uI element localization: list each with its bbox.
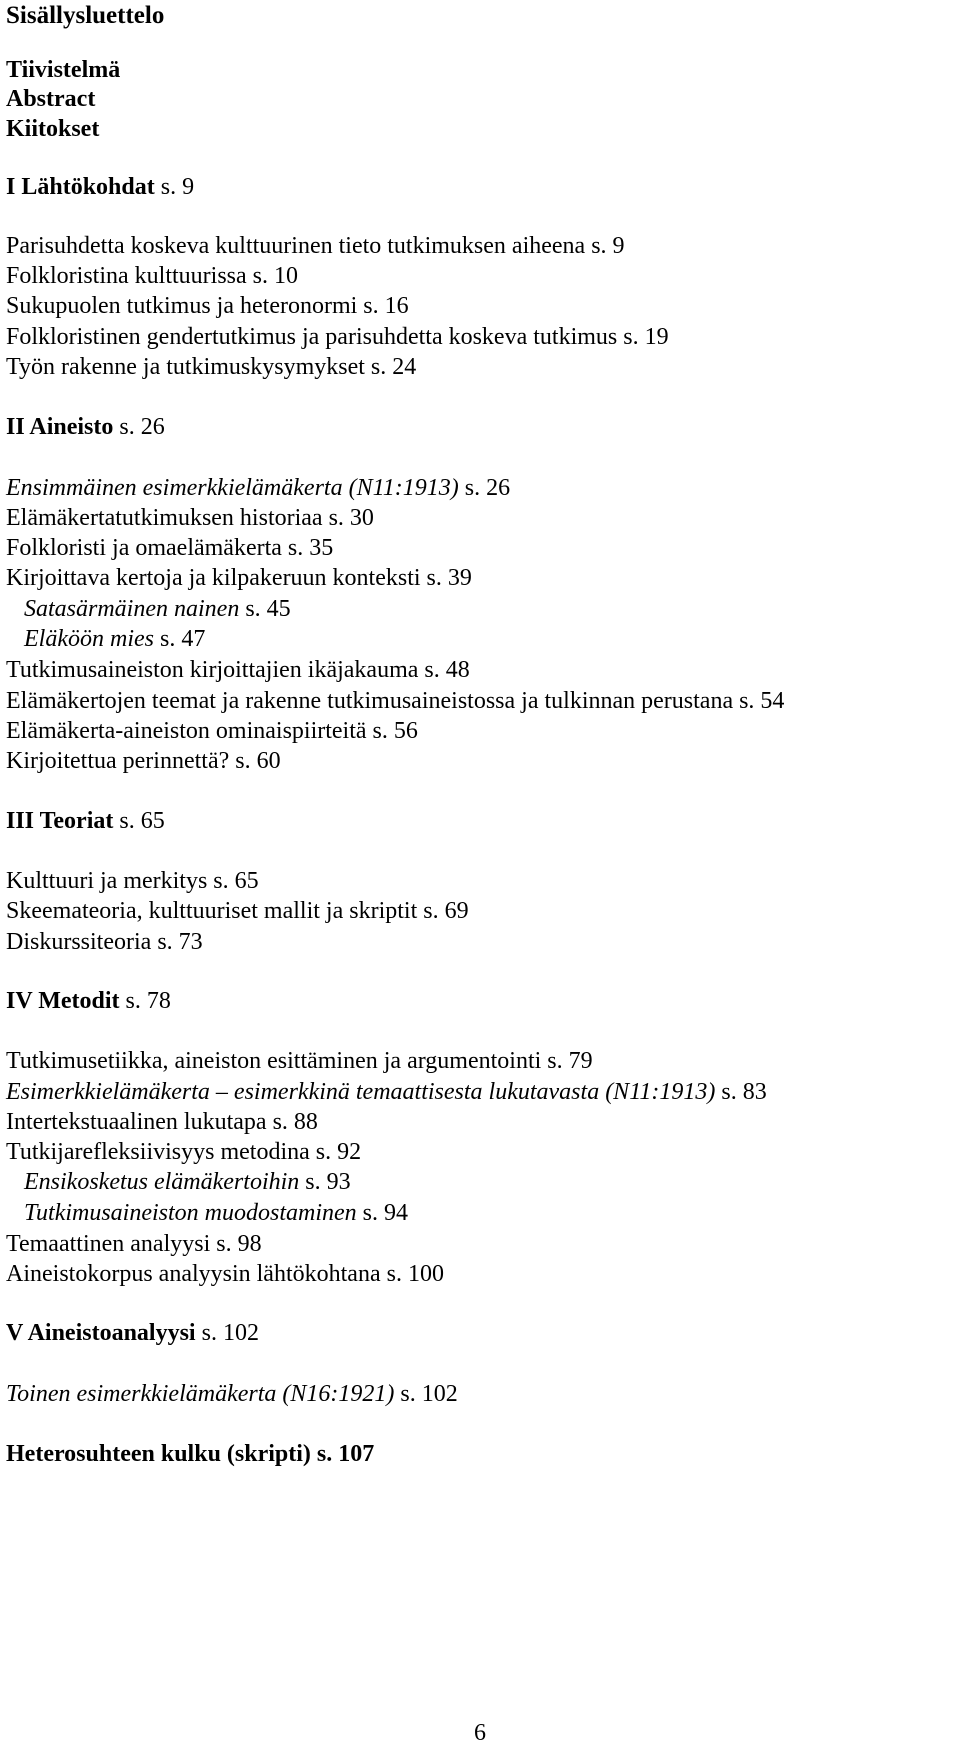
entry-title: Toinen esimerkkielämäkerta (N16:1921) — [6, 1381, 395, 1407]
toc-entry: Kirjoittava kertoja ja kilpakeruun konteksti s. 39 — [6, 565, 472, 591]
part-heading: IV Metodit — [6, 988, 120, 1014]
entry-page: s. 83 — [721, 1079, 767, 1105]
toc-entry: Folkloristinen gendertutkimus ja parisuhdetta koskeva tutkimus s. 19 — [6, 324, 669, 350]
toc-entry: Tutkijarefleksiivisyys metodina s. 92 — [6, 1139, 362, 1165]
part-heading: I Lähtökohdat — [6, 174, 155, 200]
entry-page: s. 93 — [305, 1169, 351, 1195]
part-heading: V Aineistoanalyysi — [6, 1320, 196, 1346]
toc-entry: Parisuhdetta koskeva kulttuurinen tieto tutkimuksen aiheena s. 9 — [6, 233, 625, 259]
toc-entry: Elämäkertojen teemat ja rakenne tutkimusaineistossa ja tulkinnan perustana s. 54 — [6, 688, 785, 714]
entry-title: Tutkimusaineiston muodostaminen — [24, 1200, 357, 1226]
toc-entry: Tutkimusetiikka, aineiston esittäminen ja argumentointi s. 79 — [6, 1048, 593, 1074]
toc-entry — [6, 473, 510, 503]
toc-entry: Folkloristi ja omaelämäkerta s. 35 — [6, 535, 334, 561]
entry-page: s. 94 — [362, 1200, 409, 1226]
toc-part-4 — [6, 986, 171, 1016]
entry-title: Ensikosketus elämäkertoihin — [24, 1169, 300, 1195]
toc-entry-tiivistelma: Tiivistelmä — [6, 57, 121, 83]
part-page: s. 102 — [201, 1320, 259, 1346]
toc-entry: Kulttuuri ja merkitys s. 65 — [6, 868, 259, 894]
toc-entry: Temaattinen analyysi s. 98 — [6, 1231, 262, 1257]
entry-title: Satasärmäinen nainen — [24, 596, 240, 622]
toc-entry: Elämäkertatutkimuksen historiaa s. 30 — [6, 505, 374, 531]
toc-subentry — [24, 624, 205, 654]
toc-entry: Intertekstuaalinen lukutapa s. 88 — [6, 1109, 318, 1135]
part-heading: III Teoriat — [6, 808, 114, 834]
toc-entry-kiitokset: Kiitokset — [6, 116, 100, 142]
part-page: s. 78 — [125, 988, 171, 1014]
toc-entry: Kirjoitettua perinnettä? s. 60 — [6, 748, 281, 774]
toc-entry: Aineistokorpus analyysin lähtökohtana s. 100 — [6, 1261, 444, 1287]
part-page: s. 9 — [160, 174, 195, 200]
toc-entry: Diskurssiteoria s. 73 — [6, 929, 203, 955]
toc-entry: Tutkimusaineiston kirjoittajien ikäjakauma s. 48 — [6, 657, 470, 683]
toc-subentry — [24, 1198, 408, 1228]
toc-entry: Sukupuolen tutkimus ja heteronormi s. 16 — [6, 293, 409, 319]
toc-subentry — [24, 594, 291, 624]
entry-page: s. 102 — [400, 1381, 458, 1407]
toc-part-5 — [6, 1318, 259, 1348]
entry-page: s. 47 — [159, 626, 206, 652]
toc-part-1 — [6, 172, 194, 202]
entry-page: s. 26 — [464, 475, 511, 501]
toc-entry: Työn rakenne ja tutkimuskysymykset s. 24 — [6, 354, 417, 380]
toc-entry: Folkloristina kulttuurissa s. 10 — [6, 263, 299, 289]
toc-subentry — [24, 1167, 351, 1197]
toc-part-2 — [6, 412, 165, 442]
toc-entry — [6, 1077, 767, 1107]
toc-entry: Elämäkerta-aineiston ominaispiirteitä s. 56 — [6, 718, 418, 744]
toc-entry-abstract: Abstract — [6, 86, 96, 112]
entry-title: Eläköön mies — [24, 626, 154, 652]
entry-page: s. 45 — [245, 596, 291, 622]
part-page: s. 26 — [119, 414, 165, 440]
entry-title: Esimerkkielämäkerta – esimerkkinä temaattisesta lukutavasta (N11:1913) — [6, 1079, 716, 1105]
toc-entry — [6, 1379, 458, 1409]
toc-part-3 — [6, 806, 165, 836]
entry-title: Ensimmäinen esimerkkielämäkerta (N11:1913) — [6, 475, 459, 501]
page-title: Sisällysluettelo — [6, 2, 165, 29]
page-number: 6 — [474, 1720, 486, 1746]
toc-entry-bold: Heterosuhteen kulku (skripti) s. 107 — [6, 1441, 375, 1467]
part-page: s. 65 — [119, 808, 165, 834]
toc-entry: Skeemateoria, kulttuuriset mallit ja skriptit s. 69 — [6, 898, 469, 924]
part-heading: II Aineisto — [6, 414, 114, 440]
